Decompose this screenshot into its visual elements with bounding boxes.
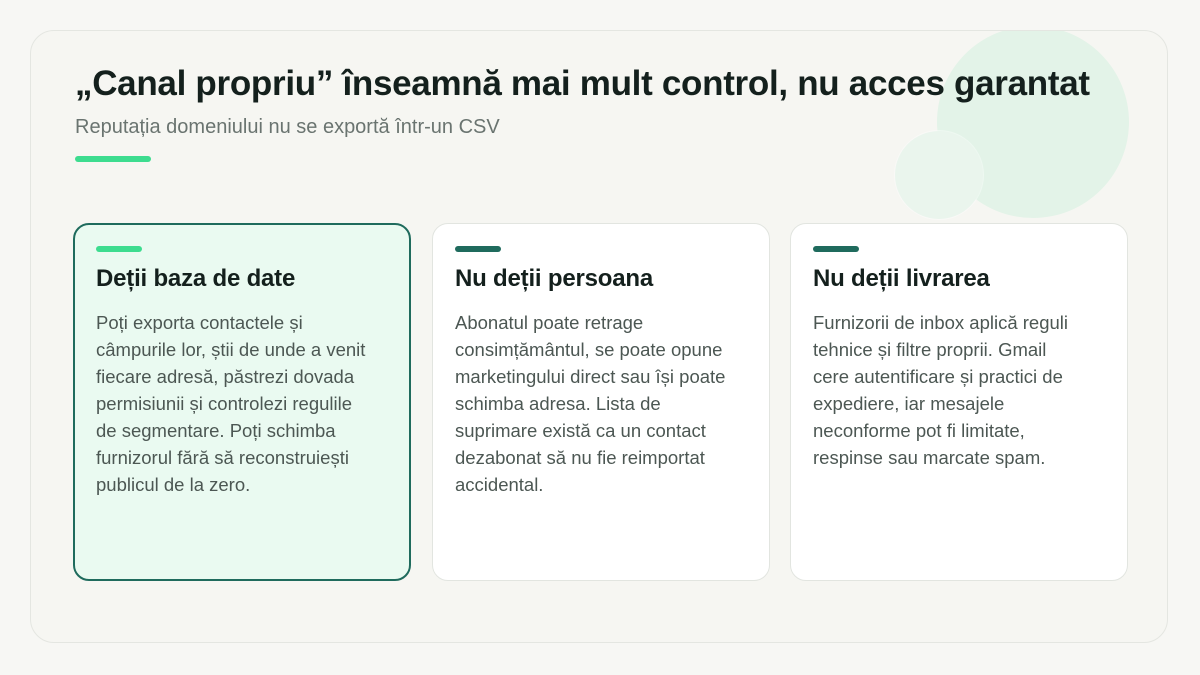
card-not-own-person: [432, 223, 770, 581]
card-accent-bar: [455, 246, 501, 252]
card-title: Nu deții persoana: [455, 265, 653, 292]
card-accent-bar: [813, 246, 859, 252]
card-body: Abonatul poate retrage consimțământul, se poate opune marketingului direct sau își poate schimba adresa. Lista de suprimare există ca un contact dezabonat să nu fie reimportat accidental.: [455, 312, 726, 495]
card-body: Poți exporta contactele și câmpurile lor, știi de unde a venit fiecare adresă, păstrezi dovada permisiunii și controlezi regulile de segmentare. Poți schimba furnizorul fără să reconstruiești publicul de la zero.: [96, 312, 366, 495]
card-title: Nu deții livrarea: [813, 265, 990, 292]
card-title: Deții baza de date: [96, 265, 296, 292]
card-not-own-delivery: [790, 223, 1128, 581]
slide-title: „Canal propriu” înseamnă mai mult control, nu acces garantat: [75, 64, 1090, 103]
card-accent-bar: [96, 246, 142, 252]
title-accent-bar: [75, 156, 151, 162]
slide-subtitle: Reputația domeniului nu se exportă într-un CSV: [75, 116, 500, 138]
card-body: Furnizorii de inbox aplică reguli tehnice și filtre proprii. Gmail cere autentificare și practici de expediere, iar mesajele neconforme pot fi limitate, respinse sau marcate spam.: [813, 312, 1069, 468]
slide-frame: [30, 30, 1168, 643]
card-own-database: [73, 223, 411, 581]
decorative-circle-small: [895, 131, 983, 219]
